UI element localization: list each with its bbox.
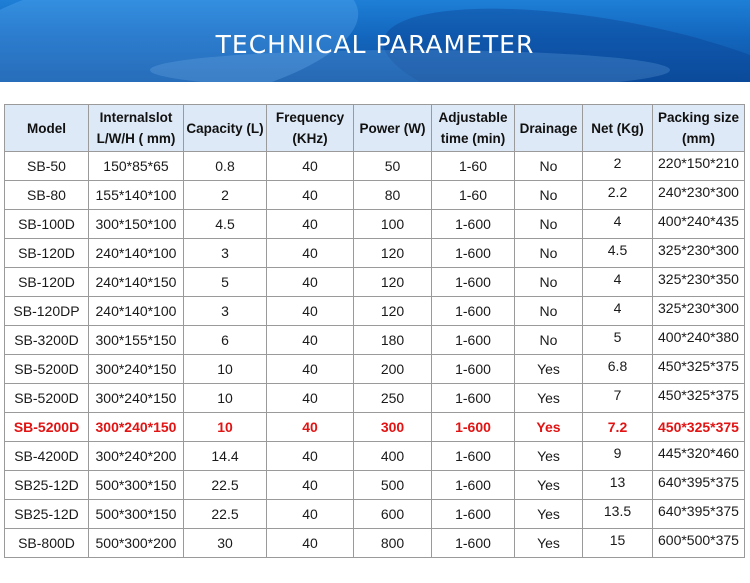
column-header-text: Adjustable xyxy=(438,110,508,125)
column-header-frequency xyxy=(267,105,354,152)
cell-adjustable-time: 1-600 xyxy=(432,413,515,442)
column-header-text: Drainage xyxy=(519,120,578,136)
table-row xyxy=(5,326,745,355)
cell-power: 500 xyxy=(354,471,432,500)
cell-drainage: No xyxy=(515,210,583,239)
cell-packing-size: 325*230*300 xyxy=(653,297,745,326)
cell-internal-slot: 155*140*100 xyxy=(89,181,184,210)
cell-net-weight: 7.2 xyxy=(583,413,653,442)
cell-frequency: 40 xyxy=(267,326,354,355)
column-header-text: time (min) xyxy=(440,131,506,146)
cell-internal-slot: 500*300*150 xyxy=(89,500,184,529)
cell-drainage: Yes xyxy=(515,413,583,442)
cell-drainage: Yes xyxy=(515,355,583,384)
cell-capacity: 6 xyxy=(184,326,267,355)
column-header-text: Power (W) xyxy=(359,120,426,136)
cell-frequency: 40 xyxy=(267,384,354,413)
cell-packing-size: 325*230*350 xyxy=(653,268,745,297)
cell-capacity: 3 xyxy=(184,239,267,268)
cell-internal-slot: 500*300*150 xyxy=(89,471,184,500)
cell-drainage: Yes xyxy=(515,471,583,500)
cell-frequency: 40 xyxy=(267,355,354,384)
cell-internal-slot: 300*155*150 xyxy=(89,326,184,355)
cell-model: SB-4200D xyxy=(5,442,89,471)
cell-frequency: 40 xyxy=(267,268,354,297)
cell-adjustable-time: 1-600 xyxy=(432,500,515,529)
cell-frequency: 40 xyxy=(267,413,354,442)
cell-drainage: No xyxy=(515,326,583,355)
cell-internal-slot: 300*240*150 xyxy=(89,413,184,442)
column-header-packing-size xyxy=(653,105,745,152)
cell-frequency: 40 xyxy=(267,152,354,181)
cell-net-weight: 4.5 xyxy=(583,239,653,268)
cell-internal-slot: 300*150*100 xyxy=(89,210,184,239)
column-header-model xyxy=(5,105,89,152)
cell-internal-slot: 240*140*100 xyxy=(89,239,184,268)
cell-internal-slot: 240*140*150 xyxy=(89,268,184,297)
cell-model: SB-5200D xyxy=(5,384,89,413)
column-header-text: Internalslot xyxy=(99,110,173,125)
column-header-power xyxy=(354,105,432,152)
column-header-text: L/W/H ( mm) xyxy=(96,131,176,146)
cell-power: 120 xyxy=(354,239,432,268)
cell-power: 400 xyxy=(354,442,432,471)
cell-adjustable-time: 1-600 xyxy=(432,268,515,297)
cell-drainage: Yes xyxy=(515,384,583,413)
cell-capacity: 10 xyxy=(184,355,267,384)
cell-frequency: 40 xyxy=(267,297,354,326)
cell-packing-size: 640*395*375 xyxy=(653,471,745,500)
cell-power: 180 xyxy=(354,326,432,355)
cell-model: SB-120D xyxy=(5,268,89,297)
cell-drainage: No xyxy=(515,152,583,181)
cell-power: 120 xyxy=(354,297,432,326)
table-row xyxy=(5,384,745,413)
cell-net-weight: 2 xyxy=(583,152,653,181)
column-header-net-weight xyxy=(583,105,653,152)
cell-power: 250 xyxy=(354,384,432,413)
cell-drainage: No xyxy=(515,268,583,297)
cell-adjustable-time: 1-60 xyxy=(432,152,515,181)
table-row xyxy=(5,152,745,181)
cell-net-weight: 13.5 xyxy=(583,500,653,529)
column-header-text: Capacity (L) xyxy=(186,120,264,136)
table-row xyxy=(5,471,745,500)
cell-internal-slot: 240*140*100 xyxy=(89,297,184,326)
cell-capacity: 10 xyxy=(184,413,267,442)
cell-adjustable-time: 1-600 xyxy=(432,239,515,268)
cell-capacity: 4.5 xyxy=(184,210,267,239)
cell-internal-slot: 300*240*150 xyxy=(89,355,184,384)
column-header-capacity xyxy=(184,105,267,152)
table-body xyxy=(5,152,745,558)
parameter-table-container xyxy=(4,104,744,558)
cell-adjustable-time: 1-600 xyxy=(432,442,515,471)
cell-packing-size: 400*240*435 xyxy=(653,210,745,239)
cell-adjustable-time: 1-60 xyxy=(432,181,515,210)
cell-model: SB-120DP xyxy=(5,297,89,326)
cell-capacity: 30 xyxy=(184,529,267,558)
cell-power: 100 xyxy=(354,210,432,239)
cell-adjustable-time: 1-600 xyxy=(432,355,515,384)
parameter-table xyxy=(4,104,745,558)
cell-frequency: 40 xyxy=(267,181,354,210)
cell-capacity: 22.5 xyxy=(184,471,267,500)
cell-net-weight: 13 xyxy=(583,471,653,500)
cell-power: 300 xyxy=(354,413,432,442)
column-header-text: Packing size xyxy=(657,110,740,125)
cell-model: SB-120D xyxy=(5,239,89,268)
cell-adjustable-time: 1-600 xyxy=(432,471,515,500)
cell-packing-size: 450*325*375 xyxy=(653,355,745,384)
cell-frequency: 40 xyxy=(267,500,354,529)
cell-capacity: 2 xyxy=(184,181,267,210)
table-row xyxy=(5,297,745,326)
cell-model: SB-100D xyxy=(5,210,89,239)
cell-internal-slot: 150*85*65 xyxy=(89,152,184,181)
cell-packing-size: 400*240*380 xyxy=(653,326,745,355)
cell-net-weight: 15 xyxy=(583,529,653,558)
cell-packing-size: 240*230*300 xyxy=(653,181,745,210)
cell-model: SB25-12D xyxy=(5,471,89,500)
cell-frequency: 40 xyxy=(267,529,354,558)
cell-power: 800 xyxy=(354,529,432,558)
table-row xyxy=(5,181,745,210)
cell-drainage: No xyxy=(515,297,583,326)
cell-capacity: 5 xyxy=(184,268,267,297)
table-row xyxy=(5,500,745,529)
cell-net-weight: 9 xyxy=(583,442,653,471)
cell-packing-size: 445*320*460 xyxy=(653,442,745,471)
cell-power: 120 xyxy=(354,268,432,297)
cell-capacity: 22.5 xyxy=(184,500,267,529)
cell-net-weight: 4 xyxy=(583,268,653,297)
cell-net-weight: 4 xyxy=(583,297,653,326)
column-header-text: Frequency xyxy=(275,110,345,125)
cell-model: SB-800D xyxy=(5,529,89,558)
cell-adjustable-time: 1-600 xyxy=(432,210,515,239)
table-row xyxy=(5,268,745,297)
cell-drainage: No xyxy=(515,181,583,210)
table-row xyxy=(5,239,745,268)
cell-capacity: 3 xyxy=(184,297,267,326)
table-row xyxy=(5,442,745,471)
cell-frequency: 40 xyxy=(267,239,354,268)
cell-adjustable-time: 1-600 xyxy=(432,326,515,355)
cell-model: SB-80 xyxy=(5,181,89,210)
column-header-text: Net (Kg) xyxy=(591,120,644,136)
column-header-text: Model xyxy=(27,120,66,136)
cell-net-weight: 6.8 xyxy=(583,355,653,384)
cell-drainage: Yes xyxy=(515,442,583,471)
table-row xyxy=(5,355,745,384)
cell-model: SB-5200D xyxy=(5,355,89,384)
cell-power: 80 xyxy=(354,181,432,210)
cell-packing-size: 640*395*375 xyxy=(653,500,745,529)
table-row xyxy=(5,413,745,442)
cell-frequency: 40 xyxy=(267,210,354,239)
cell-drainage: No xyxy=(515,239,583,268)
page-title: TECHNICAL PARAMETER xyxy=(215,30,535,59)
cell-internal-slot: 300*240*200 xyxy=(89,442,184,471)
cell-drainage: Yes xyxy=(515,529,583,558)
cell-adjustable-time: 1-600 xyxy=(432,297,515,326)
cell-capacity: 14.4 xyxy=(184,442,267,471)
cell-power: 200 xyxy=(354,355,432,384)
column-header-text: (KHz) xyxy=(292,131,328,146)
cell-packing-size: 450*325*375 xyxy=(653,413,745,442)
table-row xyxy=(5,529,745,558)
cell-adjustable-time: 1-600 xyxy=(432,384,515,413)
cell-net-weight: 5 xyxy=(583,326,653,355)
cell-model: SB25-12D xyxy=(5,500,89,529)
column-header-text: (mm) xyxy=(682,131,715,146)
column-header-drainage xyxy=(515,105,583,152)
cell-capacity: 0.8 xyxy=(184,152,267,181)
cell-packing-size: 450*325*375 xyxy=(653,384,745,413)
cell-model: SB-5200D xyxy=(5,413,89,442)
cell-net-weight: 7 xyxy=(583,384,653,413)
cell-power: 50 xyxy=(354,152,432,181)
cell-internal-slot: 300*240*150 xyxy=(89,384,184,413)
table-header-row xyxy=(5,105,745,152)
cell-packing-size: 220*150*210 xyxy=(653,152,745,181)
cell-packing-size: 600*500*375 xyxy=(653,529,745,558)
cell-net-weight: 2.2 xyxy=(583,181,653,210)
cell-net-weight: 4 xyxy=(583,210,653,239)
cell-drainage: Yes xyxy=(515,500,583,529)
cell-internal-slot: 500*300*200 xyxy=(89,529,184,558)
column-header-adjustable-time xyxy=(432,105,515,152)
column-header-internal-slot xyxy=(89,105,184,152)
cell-capacity: 10 xyxy=(184,384,267,413)
cell-model: SB-50 xyxy=(5,152,89,181)
cell-power: 600 xyxy=(354,500,432,529)
cell-adjustable-time: 1-600 xyxy=(432,529,515,558)
cell-packing-size: 325*230*300 xyxy=(653,239,745,268)
cell-frequency: 40 xyxy=(267,442,354,471)
header-banner xyxy=(0,0,750,82)
cell-frequency: 40 xyxy=(267,471,354,500)
table-row xyxy=(5,210,745,239)
cell-model: SB-3200D xyxy=(5,326,89,355)
